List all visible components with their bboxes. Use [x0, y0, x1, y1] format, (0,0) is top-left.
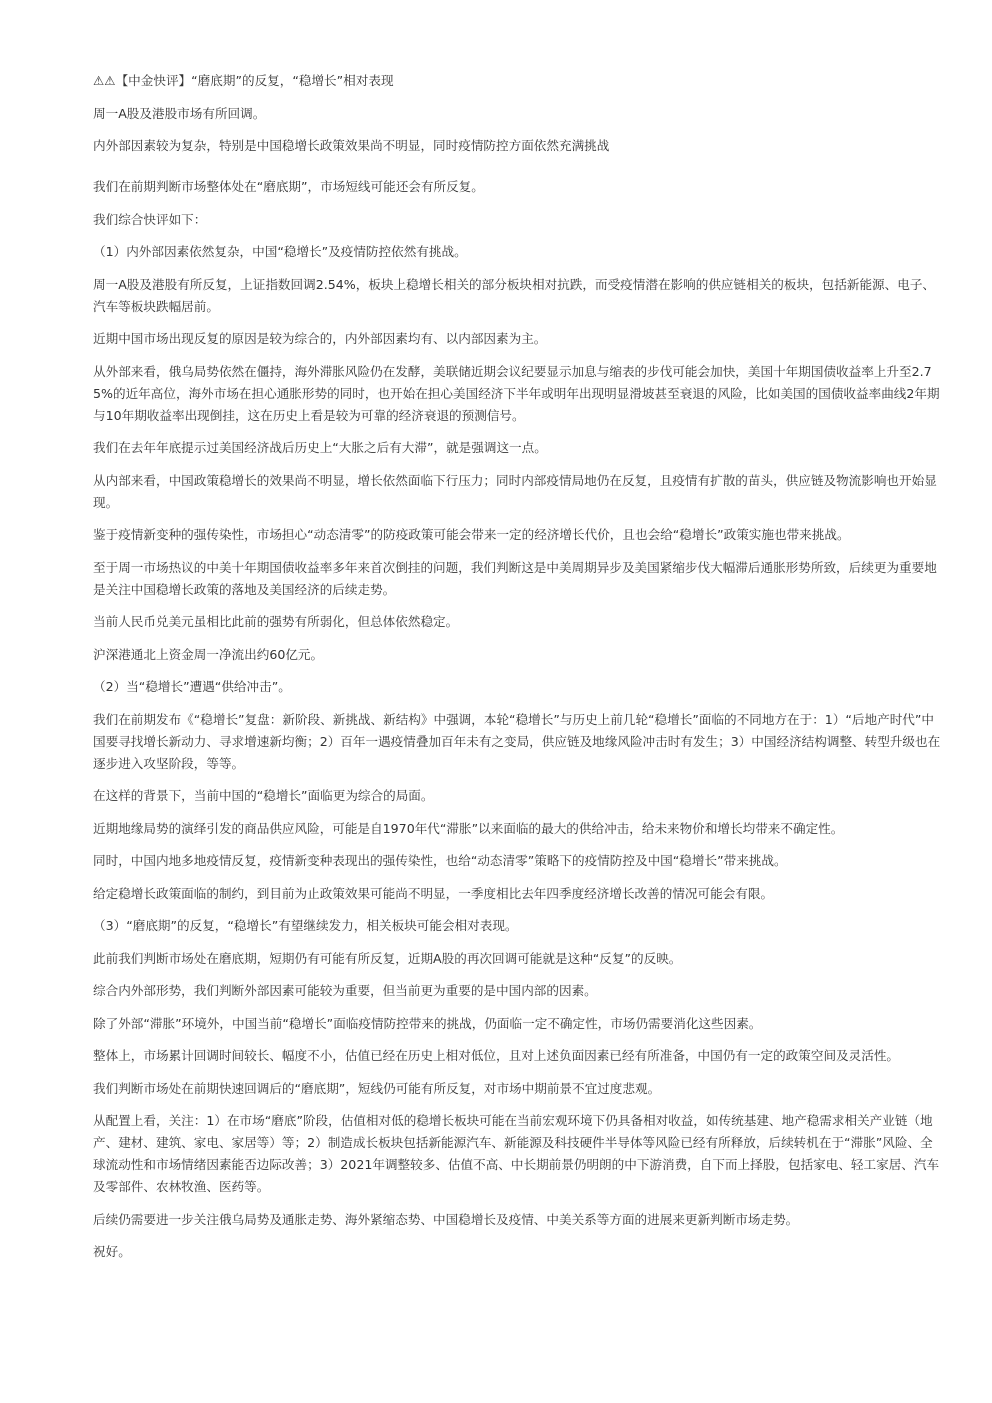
paragraph: 我们判断市场处在前期快速回调后的“磨底期”，短线仍可能有所反复，对市场中期前景不宜过度悲观。 [93, 1080, 661, 1096]
article-body [93, 70, 945, 1274]
paragraph: 内外部因素较为复杂，特别是中国稳增长政策效果尚不明显，同时疫情防控方面依然充满挑战 [93, 138, 610, 153]
paragraph: 当前人民币兑美元虽相比此前的强势有所弱化，但总体依然稳定。 [93, 614, 459, 629]
section-heading: （1）内外部因素依然复杂，中国“稳增长”及疫情防控依然有挑战。 [93, 244, 467, 259]
paragraph: 周一A股及港股市场有所回调。 [93, 105, 266, 121]
paragraph: 鉴于疫情新变种的强传染性，市场担心“动态清零”的防疫政策可能会带来一定的经济增长代价，且也会给“稳增长”政策实施也带来挑战。 [93, 527, 850, 542]
paragraph: 从内部来看，中国政策稳增长的效果尚不明显，增长依然面临下行压力；同时内部疫情局地仍在反复，且疫情有扩散的苗头，供应链及物流影响也开始显现。 [93, 472, 937, 510]
paragraph: 从外部来看，俄乌局势依然在僵持，海外滞胀风险仍在发酵，美联储近期会议纪要显示加息与缩表的步伐可能会加快，美国十年期国债收益率上升至2.75%的近年高位，海外市场在担心通胀形势的同时，也开始在担心美国经济下半年或明年出现明显滑坡甚至衰退的风险，比如美国的国债收益率曲线2年期与10年期收益率出现倒挂，这在历史上看是较为可靠的经济衰退的预测信号。 [93, 363, 940, 423]
paragraph: 整体上，市场累计回调时间较长、幅度不小，估值已经在历史上相对低位，且对上述负面因素已经有所准备，中国仍有一定的政策空间及灵活性。 [93, 1048, 899, 1063]
paragraph: 我们在前期判断市场整体处在“磨底期”，市场短线可能还会有所反复。 [93, 179, 484, 194]
paragraph: 至于周一市场热议的中美十年期国债收益率多年来首次倒挂的问题，我们判断这是中美周期异步及美国紧缩步伐大幅滞后通胀形势所致，后续更为重要地是关注中国稳增长政策的落地及美国经济的后续走势。 [93, 559, 937, 597]
paragraph: 近期地缘局势的演绎引发的商品供应风险，可能是自1970年代“滞胀”以来面临的最大的供给冲击，给未来物价和增长均带来不确定性。 [93, 820, 844, 836]
paragraph: 在这样的背景下，当前中国的“稳增长”面临更为综合的局面。 [93, 788, 434, 803]
paragraph: 我们在前期发布《“稳增长”复盘：新阶段、新挑战、新结构》中强调，本轮“稳增长”与历史上前几轮“稳增长”面临的不同地方在于：1）“后地产时代”中国要寻找增长新动力、寻求增速新均衡；2）百年一遇疫情叠加百年未有之变局，供应链及地缘风险冲击时有发生；3）中国经济结构调整、转型升级也在逐步进入攻坚阶段，等等。 [93, 711, 941, 771]
paragraph: 此前我们判断市场处在磨底期，短期仍有可能有所反复，近期A股的再次回调可能就是这种“反复”的反映。 [93, 950, 682, 966]
paragraph: 从配置上看，关注：1）在市场“磨底”阶段，估值相对低的稳增长板块可能在当前宏观环境下仍具备相对收益，如传统基建、地产稳需求相关产业链（地产、建材、建筑、家电、家居等）等；2）制造成长板块包括新能源汽车、新能源及科技硬件半导体等风险已经有所释放，后续转机在于“滞胀”风险、全球流动性和市场情绪因素能否边际改善；3）2021年调整较多、估值不高、中长期前景仍明朗的中下游消费，自下而上择股，包括家电、轻工家居、汽车及零部件、农林牧渔、医药等。 [93, 1113, 940, 1194]
section-heading: （3）“磨底期”的反复，“稳增长”有望继续发力，相关板块可能会相对表现。 [93, 918, 518, 933]
paragraph: 综合内外部形势，我们判断外部因素可能较为重要，但当前更为重要的是中国内部的因素。 [93, 983, 597, 998]
paragraph: 除了外部“滞胀”环境外，中国当前“稳增长”面临疫情防控带来的挑战，仍面临一定不确定性，市场仍需要消化这些因素。 [93, 1015, 762, 1031]
paragraph: 我们在去年年底提示过美国经济战后历史上“大胀之后有大滞”，就是强调这一点。 [93, 440, 547, 455]
paragraph: 周一A股及港股有所反复，上证指数回调2.54%，板块上稳增长相关的部分板块相对抗跌，而受疫情潜在影响的供应链相关的板块，包括新能源、电子、汽车等板块跌幅居前。 [93, 276, 936, 314]
article-title: ⚠⚠【中金快评】“磨底期”的反复，“稳增长”相对表现 [93, 73, 394, 88]
paragraph: 后续仍需要进一步关注俄乌局势及通胀走势、海外紧缩态势、中国稳增长及疫情、中美关系等方面的进展来更新判断市场走势。 [93, 1211, 799, 1227]
section-heading: （2）当“稳增长”遭遇“供给冲击”。 [93, 679, 291, 694]
paragraph: 沪深港通北上资金周一净流出约60亿元。 [93, 646, 324, 662]
paragraph: 近期中国市场出现反复的原因是较为综合的，内外部因素均有、以内部因素为主。 [93, 331, 547, 346]
paragraph: 我们综合快评如下： [93, 211, 207, 227]
paragraph: 同时，中国内地多地疫情反复，疫情新变种表现出的强传染性，也给“动态清零”策略下的疫情防控及中国“稳增长”带来挑战。 [93, 853, 787, 868]
sign-off: 祝好。 [93, 1244, 131, 1259]
paragraph: 给定稳增长政策面临的制约，到目前为止政策效果可能尚不明显，一季度相比去年四季度经济增长改善的情况可能会有限。 [93, 885, 774, 901]
